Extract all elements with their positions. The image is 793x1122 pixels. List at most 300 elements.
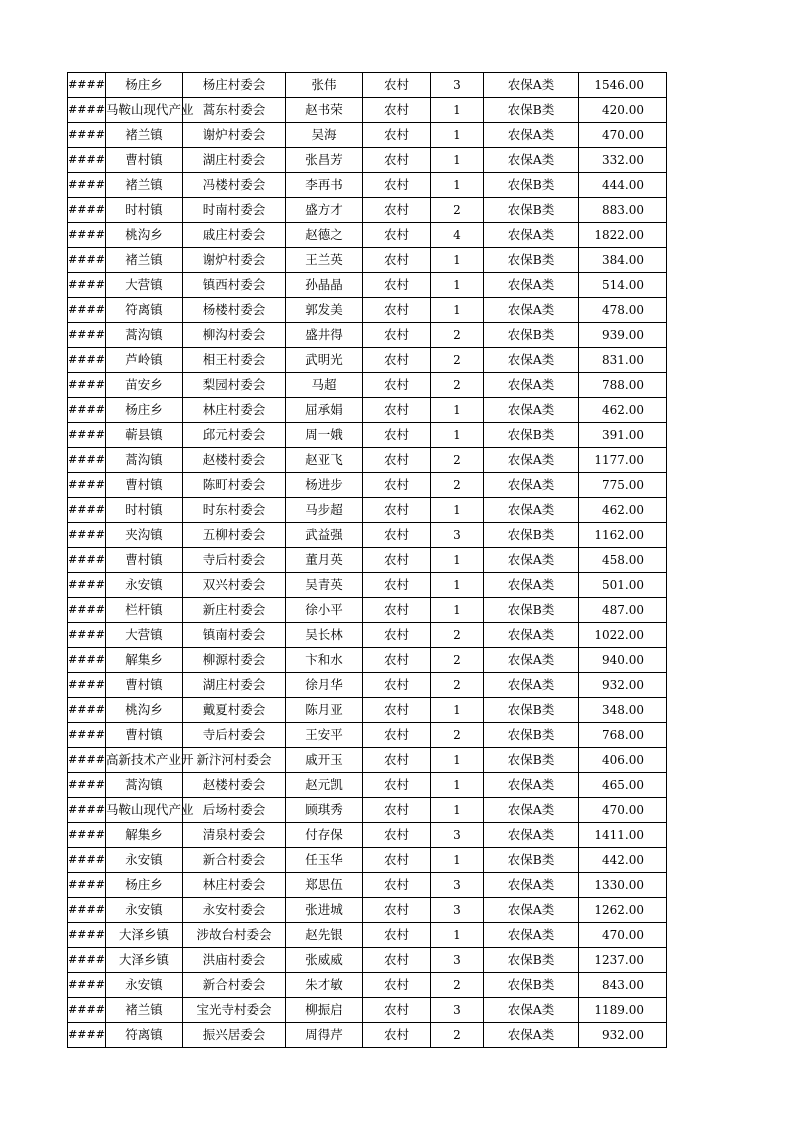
household-count-cell: 2 xyxy=(431,1023,484,1048)
insurance-category-cell: 农保A类 xyxy=(484,548,579,573)
person-name-cell: 赵亚飞 xyxy=(286,448,363,473)
person-name-cell: 赵元凯 xyxy=(286,773,363,798)
township-cell: 曹村镇 xyxy=(106,148,183,173)
insurance-category-cell: 农保A类 xyxy=(484,898,579,923)
township-cell: 时村镇 xyxy=(106,498,183,523)
row-id-cell: #### xyxy=(68,673,106,698)
township-cell: 杨庄乡 xyxy=(106,873,183,898)
household-count-cell: 1 xyxy=(431,498,484,523)
row-id-cell: #### xyxy=(68,873,106,898)
table-row xyxy=(68,598,667,623)
amount-cell: 1162.00 xyxy=(579,523,667,548)
village-committee-cell: 柳沟村委会 xyxy=(183,323,286,348)
residence-type-cell: 农村 xyxy=(363,898,431,923)
township-cell: 大营镇 xyxy=(106,273,183,298)
row-id-cell: #### xyxy=(68,598,106,623)
residence-type-cell: 农村 xyxy=(363,148,431,173)
village-committee-cell: 冯楼村委会 xyxy=(183,173,286,198)
table-row xyxy=(68,498,667,523)
insurance-category-cell: 农保A类 xyxy=(484,773,579,798)
row-id-cell: #### xyxy=(68,523,106,548)
amount-cell: 458.00 xyxy=(579,548,667,573)
residence-type-cell: 农村 xyxy=(363,823,431,848)
table-row xyxy=(68,998,667,1023)
person-name-cell: 柳振启 xyxy=(286,998,363,1023)
table-row xyxy=(68,948,667,973)
residence-type-cell: 农村 xyxy=(363,198,431,223)
household-count-cell: 3 xyxy=(431,898,484,923)
row-id-cell: #### xyxy=(68,698,106,723)
person-name-cell: 朱才敏 xyxy=(286,973,363,998)
village-committee-cell: 杨楼村委会 xyxy=(183,298,286,323)
person-name-cell: 卞和水 xyxy=(286,648,363,673)
village-committee-cell: 戴夏村委会 xyxy=(183,698,286,723)
amount-cell: 444.00 xyxy=(579,173,667,198)
residence-type-cell: 农村 xyxy=(363,173,431,198)
village-committee-cell: 蒿东村委会 xyxy=(183,98,286,123)
household-count-cell: 3 xyxy=(431,523,484,548)
amount-cell: 1022.00 xyxy=(579,623,667,648)
residence-type-cell: 农村 xyxy=(363,698,431,723)
household-count-cell: 1 xyxy=(431,298,484,323)
amount-cell: 831.00 xyxy=(579,348,667,373)
township-cell: 符离镇 xyxy=(106,1023,183,1048)
amount-cell: 1262.00 xyxy=(579,898,667,923)
residence-type-cell: 农村 xyxy=(363,373,431,398)
insurance-category-cell: 农保B类 xyxy=(484,173,579,198)
amount-cell: 1411.00 xyxy=(579,823,667,848)
table-row xyxy=(68,798,667,823)
village-committee-cell: 戚庄村委会 xyxy=(183,223,286,248)
row-id-cell: #### xyxy=(68,623,106,648)
amount-cell: 1237.00 xyxy=(579,948,667,973)
amount-cell: 514.00 xyxy=(579,273,667,298)
table-row xyxy=(68,1023,667,1048)
row-id-cell: #### xyxy=(68,773,106,798)
insurance-category-cell: 农保A类 xyxy=(484,673,579,698)
amount-cell: 462.00 xyxy=(579,398,667,423)
township-cell: 大泽乡镇 xyxy=(106,948,183,973)
village-committee-cell: 涉故台村委会 xyxy=(183,923,286,948)
table-row xyxy=(68,323,667,348)
insurance-category-cell: 农保A类 xyxy=(484,273,579,298)
insurance-category-cell: 农保A类 xyxy=(484,223,579,248)
insurance-category-cell: 农保A类 xyxy=(484,498,579,523)
person-name-cell: 周一娥 xyxy=(286,423,363,448)
table-row xyxy=(68,198,667,223)
township-cell: 马鞍山现代产业 xyxy=(106,798,183,823)
township-cell: 桃沟乡 xyxy=(106,223,183,248)
table-row xyxy=(68,898,667,923)
table-row xyxy=(68,623,667,648)
amount-cell: 406.00 xyxy=(579,748,667,773)
household-count-cell: 1 xyxy=(431,273,484,298)
amount-cell: 940.00 xyxy=(579,648,667,673)
row-id-cell: #### xyxy=(68,148,106,173)
household-count-cell: 1 xyxy=(431,248,484,273)
residence-type-cell: 农村 xyxy=(363,123,431,148)
insurance-category-cell: 农保B类 xyxy=(484,523,579,548)
village-committee-cell: 相王村委会 xyxy=(183,348,286,373)
residence-type-cell: 农村 xyxy=(363,723,431,748)
household-count-cell: 1 xyxy=(431,598,484,623)
amount-cell: 470.00 xyxy=(579,123,667,148)
person-name-cell: 赵德之 xyxy=(286,223,363,248)
insurance-category-cell: 农保B类 xyxy=(484,423,579,448)
row-id-cell: #### xyxy=(68,348,106,373)
residence-type-cell: 农村 xyxy=(363,248,431,273)
row-id-cell: #### xyxy=(68,798,106,823)
insurance-category-cell: 农保A类 xyxy=(484,398,579,423)
amount-cell: 391.00 xyxy=(579,423,667,448)
person-name-cell: 吴海 xyxy=(286,123,363,148)
insurance-category-cell: 农保A类 xyxy=(484,123,579,148)
person-name-cell: 陈月亚 xyxy=(286,698,363,723)
person-name-cell: 屈承娟 xyxy=(286,398,363,423)
township-cell: 大营镇 xyxy=(106,623,183,648)
insurance-category-cell: 农保A类 xyxy=(484,148,579,173)
row-id-cell: #### xyxy=(68,123,106,148)
insurance-category-cell: 农保B类 xyxy=(484,248,579,273)
row-id-cell: #### xyxy=(68,498,106,523)
row-id-cell: #### xyxy=(68,173,106,198)
person-name-cell: 盛井得 xyxy=(286,323,363,348)
residence-type-cell: 农村 xyxy=(363,473,431,498)
row-id-cell: #### xyxy=(68,473,106,498)
village-committee-cell: 梨园村委会 xyxy=(183,373,286,398)
table-row xyxy=(68,848,667,873)
township-cell: 永安镇 xyxy=(106,573,183,598)
township-cell: 大泽乡镇 xyxy=(106,923,183,948)
person-name-cell: 武益强 xyxy=(286,523,363,548)
person-name-cell: 马超 xyxy=(286,373,363,398)
household-count-cell: 1 xyxy=(431,173,484,198)
township-cell: 蒿沟镇 xyxy=(106,323,183,348)
insurance-category-cell: 农保B类 xyxy=(484,323,579,348)
table-body xyxy=(68,73,667,1048)
township-cell: 褚兰镇 xyxy=(106,123,183,148)
insurance-category-cell: 农保A类 xyxy=(484,923,579,948)
village-committee-cell: 新合村委会 xyxy=(183,848,286,873)
residence-type-cell: 农村 xyxy=(363,948,431,973)
table-row xyxy=(68,473,667,498)
person-name-cell: 董月英 xyxy=(286,548,363,573)
person-name-cell: 赵先银 xyxy=(286,923,363,948)
residence-type-cell: 农村 xyxy=(363,323,431,348)
row-id-cell: #### xyxy=(68,823,106,848)
household-count-cell: 2 xyxy=(431,973,484,998)
insurance-category-cell: 农保B类 xyxy=(484,948,579,973)
amount-cell: 1330.00 xyxy=(579,873,667,898)
township-cell: 曹村镇 xyxy=(106,673,183,698)
household-count-cell: 2 xyxy=(431,648,484,673)
table-row xyxy=(68,173,667,198)
amount-cell: 932.00 xyxy=(579,1023,667,1048)
village-committee-cell: 清泉村委会 xyxy=(183,823,286,848)
township-cell: 杨庄乡 xyxy=(106,73,183,98)
residence-type-cell: 农村 xyxy=(363,573,431,598)
household-count-cell: 3 xyxy=(431,998,484,1023)
household-count-cell: 1 xyxy=(431,548,484,573)
residence-type-cell: 农村 xyxy=(363,98,431,123)
person-name-cell: 徐小平 xyxy=(286,598,363,623)
row-id-cell: #### xyxy=(68,548,106,573)
residence-type-cell: 农村 xyxy=(363,673,431,698)
residence-type-cell: 农村 xyxy=(363,73,431,98)
insurance-category-cell: 农保B类 xyxy=(484,598,579,623)
village-committee-cell: 洪庙村委会 xyxy=(183,948,286,973)
insurance-category-cell: 农保A类 xyxy=(484,1023,579,1048)
amount-cell: 1546.00 xyxy=(579,73,667,98)
village-committee-cell: 谢炉村委会 xyxy=(183,248,286,273)
row-id-cell: #### xyxy=(68,973,106,998)
amount-cell: 775.00 xyxy=(579,473,667,498)
person-name-cell: 付存保 xyxy=(286,823,363,848)
row-id-cell: #### xyxy=(68,748,106,773)
table-row xyxy=(68,448,667,473)
township-cell: 马鞍山现代产业 xyxy=(106,98,183,123)
household-count-cell: 4 xyxy=(431,223,484,248)
person-name-cell: 郑思伍 xyxy=(286,873,363,898)
household-count-cell: 1 xyxy=(431,773,484,798)
residence-type-cell: 农村 xyxy=(363,448,431,473)
amount-cell: 501.00 xyxy=(579,573,667,598)
table-row xyxy=(68,673,667,698)
residence-type-cell: 农村 xyxy=(363,923,431,948)
township-cell: 永安镇 xyxy=(106,898,183,923)
household-count-cell: 3 xyxy=(431,73,484,98)
household-count-cell: 1 xyxy=(431,423,484,448)
residence-type-cell: 农村 xyxy=(363,598,431,623)
residence-type-cell: 农村 xyxy=(363,423,431,448)
amount-cell: 332.00 xyxy=(579,148,667,173)
residence-type-cell: 农村 xyxy=(363,298,431,323)
household-count-cell: 2 xyxy=(431,348,484,373)
table-row xyxy=(68,523,667,548)
village-committee-cell: 杨庄村委会 xyxy=(183,73,286,98)
village-committee-cell: 寺后村委会 xyxy=(183,548,286,573)
township-cell: 桃沟乡 xyxy=(106,698,183,723)
village-committee-cell: 赵楼村委会 xyxy=(183,448,286,473)
residence-type-cell: 农村 xyxy=(363,623,431,648)
person-name-cell: 张伟 xyxy=(286,73,363,98)
person-name-cell: 顾琪秀 xyxy=(286,798,363,823)
household-count-cell: 2 xyxy=(431,373,484,398)
person-name-cell: 武明光 xyxy=(286,348,363,373)
amount-cell: 1189.00 xyxy=(579,998,667,1023)
person-name-cell: 赵书荣 xyxy=(286,98,363,123)
row-id-cell: #### xyxy=(68,998,106,1023)
person-name-cell: 徐月华 xyxy=(286,673,363,698)
insurance-category-cell: 农保A类 xyxy=(484,298,579,323)
household-count-cell: 1 xyxy=(431,798,484,823)
insurance-category-cell: 农保B类 xyxy=(484,748,579,773)
township-cell: 时村镇 xyxy=(106,198,183,223)
table-row xyxy=(68,373,667,398)
row-id-cell: #### xyxy=(68,448,106,473)
person-name-cell: 吴长林 xyxy=(286,623,363,648)
insurance-category-cell: 农保A类 xyxy=(484,448,579,473)
residence-type-cell: 农村 xyxy=(363,398,431,423)
village-committee-cell: 新合村委会 xyxy=(183,973,286,998)
household-count-cell: 1 xyxy=(431,398,484,423)
township-cell: 永安镇 xyxy=(106,848,183,873)
household-count-cell: 1 xyxy=(431,748,484,773)
residence-type-cell: 农村 xyxy=(363,223,431,248)
household-count-cell: 1 xyxy=(431,698,484,723)
insurance-category-cell: 农保B类 xyxy=(484,848,579,873)
household-count-cell: 1 xyxy=(431,848,484,873)
table-row xyxy=(68,248,667,273)
village-committee-cell: 林庄村委会 xyxy=(183,873,286,898)
table-row xyxy=(68,423,667,448)
row-id-cell: #### xyxy=(68,423,106,448)
insurance-category-cell: 农保A类 xyxy=(484,473,579,498)
row-id-cell: #### xyxy=(68,398,106,423)
row-id-cell: #### xyxy=(68,198,106,223)
township-cell: 夹沟镇 xyxy=(106,523,183,548)
township-cell: 褚兰镇 xyxy=(106,248,183,273)
amount-cell: 883.00 xyxy=(579,198,667,223)
amount-cell: 843.00 xyxy=(579,973,667,998)
residence-type-cell: 农村 xyxy=(363,798,431,823)
insurance-category-cell: 农保B类 xyxy=(484,698,579,723)
amount-cell: 478.00 xyxy=(579,298,667,323)
table-row xyxy=(68,73,667,98)
township-cell: 褚兰镇 xyxy=(106,173,183,198)
residence-type-cell: 农村 xyxy=(363,548,431,573)
row-id-cell: #### xyxy=(68,73,106,98)
township-cell: 蕲县镇 xyxy=(106,423,183,448)
village-committee-cell: 振兴居委会 xyxy=(183,1023,286,1048)
person-name-cell: 任玉华 xyxy=(286,848,363,873)
row-id-cell: #### xyxy=(68,848,106,873)
household-count-cell: 2 xyxy=(431,448,484,473)
insurance-category-cell: 农保B类 xyxy=(484,98,579,123)
household-count-cell: 1 xyxy=(431,98,484,123)
insurance-category-cell: 农保B类 xyxy=(484,973,579,998)
township-cell: 解集乡 xyxy=(106,648,183,673)
row-id-cell: #### xyxy=(68,98,106,123)
amount-cell: 462.00 xyxy=(579,498,667,523)
amount-cell: 420.00 xyxy=(579,98,667,123)
row-id-cell: #### xyxy=(68,723,106,748)
person-name-cell: 孙晶晶 xyxy=(286,273,363,298)
person-name-cell: 王兰英 xyxy=(286,248,363,273)
residence-type-cell: 农村 xyxy=(363,348,431,373)
amount-cell: 932.00 xyxy=(579,673,667,698)
township-cell: 永安镇 xyxy=(106,973,183,998)
village-committee-cell: 时东村委会 xyxy=(183,498,286,523)
township-cell: 蒿沟镇 xyxy=(106,773,183,798)
table-row xyxy=(68,548,667,573)
household-count-cell: 3 xyxy=(431,873,484,898)
table-row xyxy=(68,773,667,798)
person-name-cell: 张昌芳 xyxy=(286,148,363,173)
township-cell: 蒿沟镇 xyxy=(106,448,183,473)
township-cell: 符离镇 xyxy=(106,298,183,323)
village-committee-cell: 新汴河村委会 xyxy=(183,748,286,773)
insurance-category-cell: 农保A类 xyxy=(484,798,579,823)
residence-type-cell: 农村 xyxy=(363,873,431,898)
village-committee-cell: 双兴村委会 xyxy=(183,573,286,598)
amount-cell: 442.00 xyxy=(579,848,667,873)
household-count-cell: 2 xyxy=(431,673,484,698)
table-row xyxy=(68,348,667,373)
village-committee-cell: 时南村委会 xyxy=(183,198,286,223)
row-id-cell: #### xyxy=(68,648,106,673)
insurance-category-cell: 农保A类 xyxy=(484,348,579,373)
row-id-cell: #### xyxy=(68,298,106,323)
village-committee-cell: 赵楼村委会 xyxy=(183,773,286,798)
household-count-cell: 3 xyxy=(431,948,484,973)
person-name-cell: 郭发美 xyxy=(286,298,363,323)
household-count-cell: 1 xyxy=(431,573,484,598)
village-committee-cell: 寺后村委会 xyxy=(183,723,286,748)
township-cell: 褚兰镇 xyxy=(106,998,183,1023)
row-id-cell: #### xyxy=(68,898,106,923)
village-committee-cell: 镇南村委会 xyxy=(183,623,286,648)
person-name-cell: 吴青英 xyxy=(286,573,363,598)
person-name-cell: 周得芹 xyxy=(286,1023,363,1048)
amount-cell: 939.00 xyxy=(579,323,667,348)
table-row xyxy=(68,273,667,298)
residence-type-cell: 农村 xyxy=(363,498,431,523)
insurance-category-cell: 农保B类 xyxy=(484,198,579,223)
residence-type-cell: 农村 xyxy=(363,1023,431,1048)
person-name-cell: 杨进步 xyxy=(286,473,363,498)
amount-cell: 465.00 xyxy=(579,773,667,798)
township-cell: 曹村镇 xyxy=(106,473,183,498)
insurance-category-cell: 农保A类 xyxy=(484,648,579,673)
amount-cell: 768.00 xyxy=(579,723,667,748)
row-id-cell: #### xyxy=(68,248,106,273)
table-row xyxy=(68,98,667,123)
household-count-cell: 1 xyxy=(431,923,484,948)
insurance-category-cell: 农保A类 xyxy=(484,873,579,898)
table-row xyxy=(68,123,667,148)
person-name-cell: 马步超 xyxy=(286,498,363,523)
table-row xyxy=(68,748,667,773)
insurance-category-cell: 农保A类 xyxy=(484,623,579,648)
table-row xyxy=(68,573,667,598)
village-committee-cell: 柳源村委会 xyxy=(183,648,286,673)
township-cell: 芦岭镇 xyxy=(106,348,183,373)
row-id-cell: #### xyxy=(68,573,106,598)
table-row xyxy=(68,223,667,248)
township-cell: 栏杆镇 xyxy=(106,598,183,623)
data-table xyxy=(67,72,667,1048)
residence-type-cell: 农村 xyxy=(363,973,431,998)
household-count-cell: 2 xyxy=(431,723,484,748)
household-count-cell: 2 xyxy=(431,198,484,223)
person-name-cell: 王安平 xyxy=(286,723,363,748)
village-committee-cell: 永安村委会 xyxy=(183,898,286,923)
amount-cell: 788.00 xyxy=(579,373,667,398)
person-name-cell: 张进城 xyxy=(286,898,363,923)
village-committee-cell: 林庄村委会 xyxy=(183,398,286,423)
table-row xyxy=(68,723,667,748)
residence-type-cell: 农村 xyxy=(363,648,431,673)
insurance-category-cell: 农保A类 xyxy=(484,573,579,598)
village-committee-cell: 湖庄村委会 xyxy=(183,673,286,698)
row-id-cell: #### xyxy=(68,923,106,948)
household-count-cell: 2 xyxy=(431,323,484,348)
amount-cell: 1177.00 xyxy=(579,448,667,473)
table-row xyxy=(68,973,667,998)
residence-type-cell: 农村 xyxy=(363,998,431,1023)
insurance-category-cell: 农保A类 xyxy=(484,373,579,398)
